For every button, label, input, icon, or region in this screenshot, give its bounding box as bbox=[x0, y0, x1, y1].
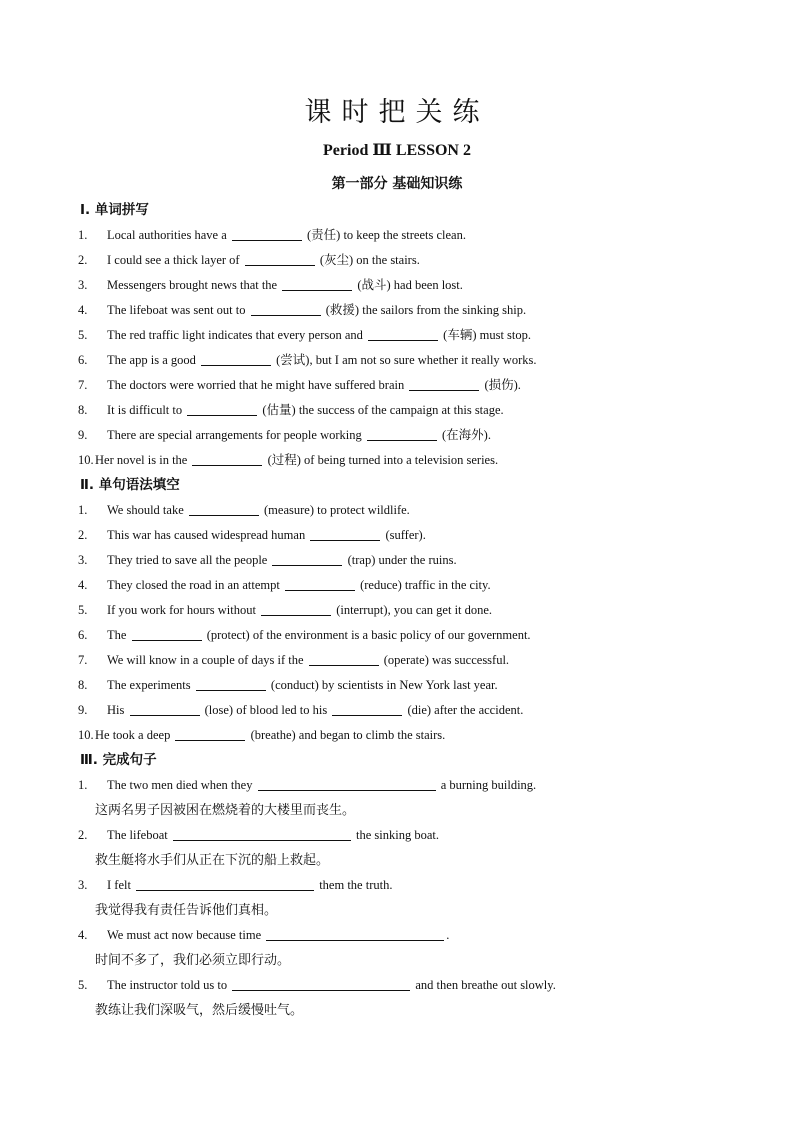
item-text-after: (breathe) and began to climb the stairs. bbox=[250, 728, 446, 742]
item-text-before: He took a deep bbox=[95, 728, 171, 742]
sentence-item bbox=[78, 923, 718, 948]
answer-blank[interactable] bbox=[251, 301, 321, 316]
spelling-item bbox=[78, 273, 718, 298]
item-number: 3. bbox=[78, 278, 88, 292]
item-text-after: (在海外). bbox=[442, 428, 491, 442]
answer-blank[interactable] bbox=[187, 401, 257, 416]
item-number: 8. bbox=[78, 678, 88, 692]
item-text-after: (conduct) by scientists in New York last year. bbox=[270, 678, 498, 692]
item-text-after: (die) after the accident. bbox=[407, 703, 524, 717]
item-text-after: (suffer). bbox=[385, 528, 426, 542]
answer-blank[interactable] bbox=[175, 726, 245, 741]
answer-blank[interactable] bbox=[136, 876, 314, 891]
answer-blank[interactable] bbox=[282, 276, 352, 291]
item-text-before: There are special arrangements for people working bbox=[107, 428, 362, 442]
item-number: 3. bbox=[78, 553, 88, 567]
answer-blank[interactable] bbox=[189, 501, 259, 516]
item-text-before: The two men died when they bbox=[107, 778, 253, 792]
item-number: 10. bbox=[78, 728, 94, 742]
item-text-before: If you work for hours without bbox=[107, 603, 256, 617]
grammar-item bbox=[78, 673, 718, 698]
sentence-item bbox=[78, 873, 718, 898]
item-text-before: We must act now because time bbox=[107, 928, 262, 942]
item-number: 7. bbox=[78, 653, 88, 667]
answer-blank[interactable] bbox=[272, 551, 342, 566]
answer-blank[interactable] bbox=[367, 426, 437, 441]
item-text-before: The doctors were worried that he might have suffered brain bbox=[107, 378, 405, 392]
answer-blank[interactable] bbox=[309, 651, 379, 666]
item-number: 6. bbox=[78, 628, 88, 642]
item-text-after: (过程) of being turned into a television series. bbox=[267, 453, 499, 467]
answer-blank[interactable] bbox=[368, 326, 438, 341]
chinese-translation: 教练让我们深吸气，然后缓慢吐气。 bbox=[95, 1003, 304, 1018]
page-title: 课时把关练 bbox=[304, 97, 490, 128]
answer-blank[interactable] bbox=[201, 351, 271, 366]
sentence-item bbox=[78, 823, 718, 848]
section-heading-sentences: Ⅲ. 完成句子 bbox=[80, 752, 157, 768]
item-text-before: The app is a good bbox=[107, 353, 196, 367]
grammar-item bbox=[78, 698, 718, 723]
spelling-item bbox=[78, 223, 718, 248]
item-number: 5. bbox=[78, 978, 88, 992]
item-text-after: (灰尘) on the stairs. bbox=[319, 253, 420, 267]
part-subtitle: 第一部分 基础知识练 bbox=[331, 176, 463, 192]
chinese-translation: 时间不多了，我们必须立即行动。 bbox=[95, 953, 291, 968]
item-text-after: (interrupt), you can get it done. bbox=[336, 603, 493, 617]
answer-blank[interactable] bbox=[261, 601, 331, 616]
item-text-after: . bbox=[446, 928, 450, 942]
item-text-after: (战斗) had been lost. bbox=[357, 278, 463, 292]
item-number: 6. bbox=[78, 353, 88, 367]
item-text-after: (车辆) must stop. bbox=[443, 328, 532, 342]
item-text-before: This war has caused widespread human bbox=[107, 528, 306, 542]
grammar-item bbox=[78, 523, 718, 548]
item-number: 9. bbox=[78, 703, 88, 717]
item-text-before: His bbox=[107, 703, 125, 717]
item-text-after: the sinking boat. bbox=[356, 828, 439, 842]
item-number: 8. bbox=[78, 403, 88, 417]
item-text-before: The instructor told us to bbox=[107, 978, 228, 992]
answer-blank[interactable] bbox=[192, 451, 262, 466]
grammar-item bbox=[78, 623, 718, 648]
section-heading-grammar: Ⅱ. 单句语法填空 bbox=[80, 477, 180, 493]
answer-blank[interactable] bbox=[310, 526, 380, 541]
item-text-before: The bbox=[107, 628, 127, 642]
item-number: 7. bbox=[78, 378, 88, 392]
item-number: 1. bbox=[78, 778, 88, 792]
item-text-before: The experiments bbox=[107, 678, 191, 692]
exercise-content bbox=[78, 198, 718, 1023]
answer-blank[interactable] bbox=[285, 576, 355, 591]
item-text-before: The lifeboat bbox=[107, 828, 168, 842]
answer-blank[interactable] bbox=[173, 826, 351, 841]
item-number: 2. bbox=[78, 253, 88, 267]
item-text-after: (责任) to keep the streets clean. bbox=[307, 228, 466, 242]
item-text-before: We should take bbox=[107, 503, 184, 517]
item-number: 4. bbox=[78, 928, 88, 942]
item-text-before: We will know in a couple of days if the bbox=[107, 653, 304, 667]
answer-blank[interactable] bbox=[332, 701, 402, 716]
item-text-after: (trap) under the ruins. bbox=[347, 553, 457, 567]
answer-blank[interactable] bbox=[130, 701, 200, 716]
item-number: 1. bbox=[78, 503, 88, 517]
sentence-item bbox=[78, 973, 718, 998]
item-text-before: Her novel is in the bbox=[95, 453, 188, 467]
item-text-after: and then breathe out slowly. bbox=[415, 978, 556, 992]
item-text-before: The lifeboat was sent out to bbox=[107, 303, 246, 317]
item-text-after: a burning building. bbox=[440, 778, 537, 792]
grammar-item bbox=[78, 548, 718, 573]
item-text-after: (救援) the sailors from the sinking ship. bbox=[325, 303, 527, 317]
period-heading: Period Ⅲ LESSON 2 bbox=[323, 142, 471, 159]
item-text-after: (损伤). bbox=[484, 378, 521, 392]
item-text-after: (protect) of the environment is a basic policy of our government. bbox=[206, 628, 531, 642]
sentence-item bbox=[78, 773, 718, 798]
item-text-before: They tried to save all the people bbox=[107, 553, 268, 567]
answer-blank[interactable] bbox=[232, 226, 302, 241]
grammar-item bbox=[78, 723, 718, 748]
item-number: 5. bbox=[78, 603, 88, 617]
answer-blank[interactable] bbox=[409, 376, 479, 391]
section-heading-spelling: Ⅰ. 单词拼写 bbox=[80, 202, 149, 218]
item-text-after: them the truth. bbox=[319, 878, 393, 892]
answer-blank[interactable] bbox=[232, 976, 410, 991]
spelling-item bbox=[78, 448, 718, 473]
spelling-item bbox=[78, 323, 718, 348]
item-text-before: I could see a thick layer of bbox=[107, 253, 240, 267]
spelling-item bbox=[78, 423, 718, 448]
grammar-item bbox=[78, 648, 718, 673]
item-text-after: (operate) was successful. bbox=[383, 653, 510, 667]
spelling-item bbox=[78, 298, 718, 323]
answer-blank[interactable] bbox=[196, 676, 266, 691]
spelling-item bbox=[78, 398, 718, 423]
spelling-item bbox=[78, 348, 718, 373]
grammar-item bbox=[78, 598, 718, 623]
grammar-item bbox=[78, 498, 718, 523]
item-text-after: (估量) the success of the campaign at this stage. bbox=[262, 403, 504, 417]
answer-blank[interactable] bbox=[258, 776, 436, 791]
item-number: 1. bbox=[78, 228, 88, 242]
item-number: 9. bbox=[78, 428, 88, 442]
item-number: 3. bbox=[78, 878, 88, 892]
item-text-after: (尝试), but I am not so sure whether it really works. bbox=[276, 353, 537, 367]
item-number: 4. bbox=[78, 303, 88, 317]
chinese-translation: 这两名男子因被困在燃烧着的大楼里而丧生。 bbox=[95, 803, 356, 818]
spelling-item bbox=[78, 373, 718, 398]
item-number: 10. bbox=[78, 453, 94, 467]
item-text-before: I felt bbox=[107, 878, 131, 892]
item-text-middle: (lose) of blood led to his bbox=[204, 703, 328, 717]
item-text-before: They closed the road in an attempt bbox=[107, 578, 280, 592]
item-text-after: (reduce) traffic in the city. bbox=[360, 578, 491, 592]
item-number: 2. bbox=[78, 528, 88, 542]
spelling-item bbox=[78, 248, 718, 273]
item-text-before: The red traffic light indicates that every person and bbox=[107, 328, 363, 342]
item-text-before: Messengers brought news that the bbox=[107, 278, 278, 292]
answer-blank[interactable] bbox=[266, 926, 444, 941]
item-number: 4. bbox=[78, 578, 88, 592]
item-text-before: Local authorities have a bbox=[107, 228, 227, 242]
item-text-before: It is difficult to bbox=[107, 403, 183, 417]
chinese-translation: 救生艇将水手们从正在下沉的船上救起。 bbox=[95, 853, 330, 868]
answer-blank[interactable] bbox=[245, 251, 315, 266]
chinese-translation: 我觉得我有责任告诉他们真相。 bbox=[95, 903, 278, 918]
item-number: 5. bbox=[78, 328, 88, 342]
item-number: 2. bbox=[78, 828, 88, 842]
item-text-after: (measure) to protect wildlife. bbox=[264, 503, 410, 517]
grammar-item bbox=[78, 573, 718, 598]
answer-blank[interactable] bbox=[132, 626, 202, 641]
